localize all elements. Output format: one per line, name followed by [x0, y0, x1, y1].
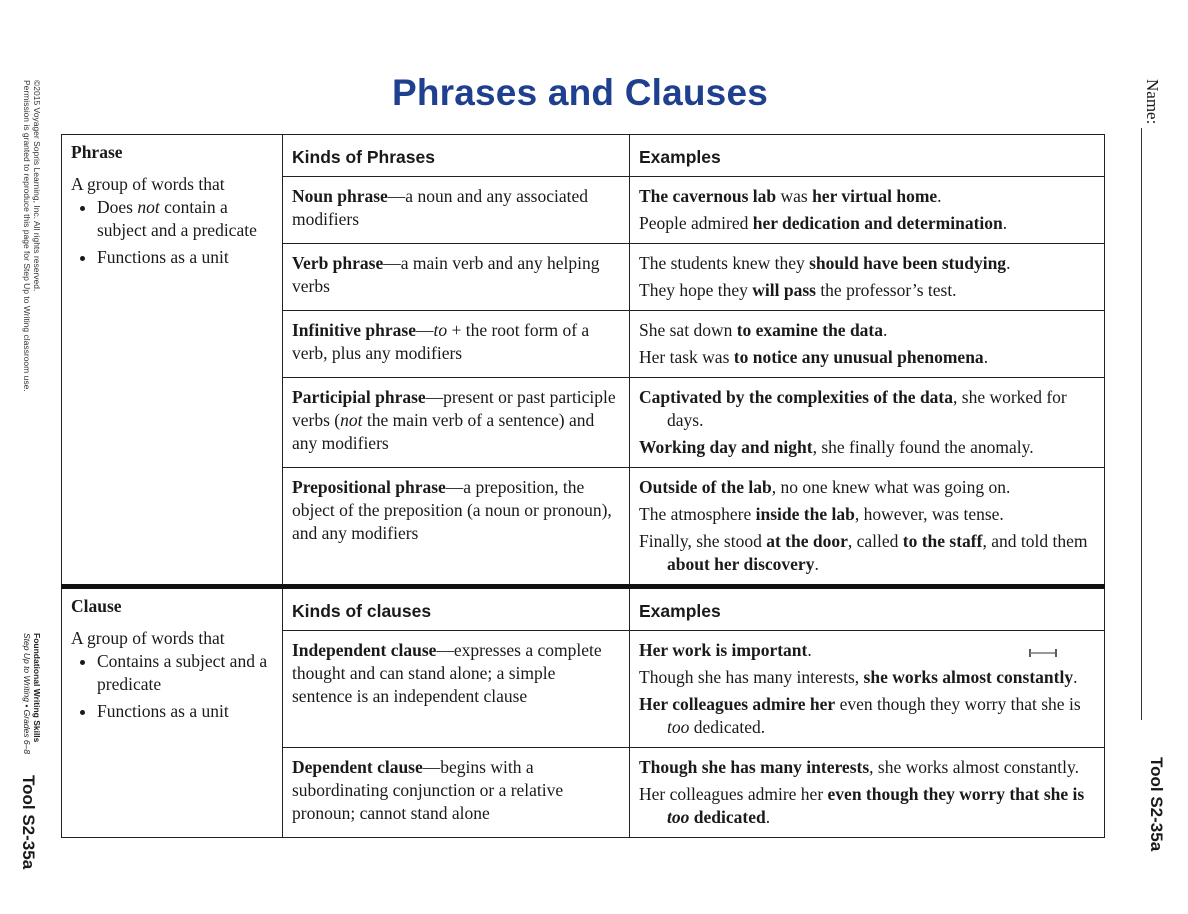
page-title: Phrases and Clauses	[391, 72, 769, 113]
example-sentence: Her task was to notice any unusual phenomena.	[639, 347, 989, 367]
example-sentence: Finally, she stood at the door, called to the staff, and told them about her discovery.	[639, 531, 1088, 574]
clause-examples-cell	[630, 748, 1105, 838]
phrase-bullet: • Functions as a unit	[97, 246, 273, 269]
name-line	[1141, 128, 1142, 720]
clause-header-row	[62, 587, 1105, 631]
example-sentence: Outside of the lab, no one knew what was going on.	[639, 477, 1011, 497]
copyright-notice: ©2015 Voyager Sopris Learning, Inc. All rights reserved. Permission is granted to reproduce this page for Step Up to Writing classroom use.	[22, 80, 42, 392]
phrase-examples-header: Examples	[630, 135, 1105, 177]
phrase-examples-cell	[630, 311, 1105, 378]
phrase-kind-cell	[283, 378, 630, 468]
series-info: Foundational Writing Skills Step Up to Writing • Grades 6–8	[22, 633, 42, 755]
example-sentence: Her work is important.	[639, 640, 812, 660]
phrase-kind-cell	[283, 468, 630, 587]
phrase-kind-description: —to + the root form of a verb, plus any modifiers	[292, 320, 590, 363]
phrase-kind-cell	[283, 177, 630, 244]
clause-kind-name: Independent clause	[292, 640, 437, 660]
clause-bullet: • Contains a subject and a predicate	[97, 650, 273, 696]
tool-label-left: Tool S2-35a	[19, 775, 38, 870]
phrase-kind-name: Infinitive phrase	[292, 320, 416, 340]
example-sentence: The students knew they should have been studying.	[639, 253, 1011, 273]
name-label: Name:	[1143, 79, 1162, 125]
example-sentence: She sat down to examine the data.	[639, 320, 888, 340]
phrase-heading: Phrase	[71, 142, 123, 162]
phrase-kind-name: Prepositional phrase	[292, 477, 446, 497]
example-sentence: Captivated by the complexities of the data, she worked for days.	[639, 387, 1067, 430]
example-sentence: Though she has many interests, she works almost constantly.	[639, 667, 1078, 687]
phrase-kind-description: —a noun and any associated modifiers	[292, 186, 589, 229]
clause-kinds-header: Kinds of clauses	[283, 587, 630, 631]
example-sentence: Her colleagues admire her even though they worry that she is too dedicated.	[639, 694, 1081, 737]
phrase-examples-cell	[630, 468, 1105, 587]
example-sentence: The cavernous lab was her virtual home.	[639, 186, 942, 206]
example-sentence: People admired her dedication and determination.	[639, 213, 1008, 233]
phrase-examples-cell	[630, 177, 1105, 244]
example-sentence: They hope they will pass the professor’s test.	[639, 280, 957, 300]
clause-description: A group of words that	[71, 628, 225, 648]
phrase-kind-cell	[283, 311, 630, 378]
clause-heading: Clause	[71, 596, 122, 616]
phrase-kind-name: Verb phrase	[292, 253, 384, 273]
clause-kind-description: —expresses a complete thought and can stand alone; a simple sentence is an independent clause	[292, 640, 602, 706]
phrase-bullet-list	[71, 196, 273, 269]
clause-bullet: • Functions as a unit	[97, 700, 273, 723]
clause-examples-header: Examples	[630, 587, 1105, 631]
example-sentence: Working day and night, she finally found the anomaly.	[639, 437, 1034, 457]
resize-cursor-icon	[1028, 645, 1058, 661]
phrase-header-row	[62, 135, 1105, 177]
phrase-kind-description: —a preposition, the object of the preposition (a noun or pronoun), and any modifiers	[292, 477, 612, 543]
phrase-kind-name: Participial phrase	[292, 387, 426, 407]
phrase-kind-name: Noun phrase	[292, 186, 388, 206]
tool-label-right: Tool S2-35a	[1147, 757, 1166, 852]
clause-kind-description: —begins with a subordinating conjunction or a relative pronoun; cannot stand alone	[292, 757, 564, 823]
phrase-kinds-header: Kinds of Phrases	[283, 135, 630, 177]
phrase-description: A group of words that	[71, 174, 225, 194]
clause-kind-name: Dependent clause	[292, 757, 423, 777]
clause-definition-cell	[62, 587, 283, 838]
phrase-kind-description: —present or past participle verbs (not the main verb of a sentence) and any modifiers	[292, 387, 616, 453]
phrase-examples-cell	[630, 244, 1105, 311]
phrases-clauses-table	[61, 134, 1105, 838]
phrase-kind-cell	[283, 244, 630, 311]
example-sentence: Though she has many interests, she works almost constantly.	[639, 757, 1079, 777]
clause-kind-cell	[283, 631, 630, 748]
phrase-examples-cell	[630, 378, 1105, 468]
clause-kind-cell	[283, 748, 630, 838]
phrase-bullet: • Does not contain a subject and a predicate	[97, 196, 273, 242]
clause-bullet-list	[71, 650, 273, 723]
phrase-kind-description: —a main verb and any helping verbs	[292, 253, 600, 296]
example-sentence: Her colleagues admire her even though they worry that she is too dedicated.	[639, 784, 1085, 827]
example-sentence: The atmosphere inside the lab, however, was tense.	[639, 504, 1004, 524]
phrase-definition-cell	[62, 135, 283, 587]
